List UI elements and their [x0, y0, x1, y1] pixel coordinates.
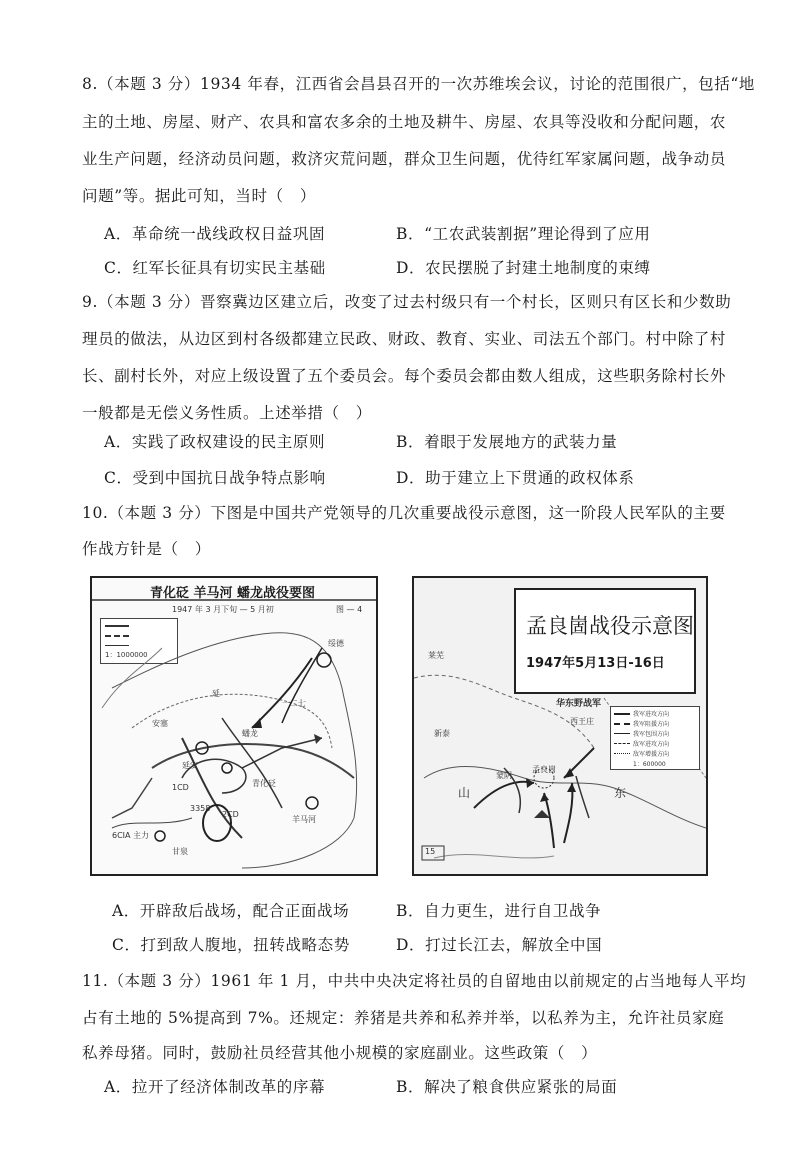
q9-line-1: 9.（本题 3 分）晋察冀边区建立后，改变了过去村级只有一个村长，区则只有区长和少数助 [82, 293, 732, 311]
map2-title: 孟良崮战役示意图 [526, 614, 694, 638]
q8-option-a[interactable]: A．革命统一战线政权日益巩固 [104, 225, 326, 243]
q8-option-d[interactable]: D．农民摆脱了封建土地制度的束缚 [396, 259, 651, 277]
map1-label-yan: 延 [212, 689, 220, 698]
q11-line-1: 11.（本题 3 分）1961 年 1 月，中共中央决定将社员的自留地由以前规定的占当地每人平均 [82, 972, 747, 990]
q11-option-b[interactable]: B．解决了粮食供应紧张的局面 [396, 1078, 618, 1096]
q10-line-2: 作战方针是（ ） [82, 540, 211, 558]
map1-date: 1947 年 3 月下旬 — 5 月初 [172, 605, 274, 614]
q8-option-c[interactable]: C．红军长征具有切实民主基础 [104, 259, 326, 277]
q10-option-d[interactable]: D．打过长江去，解放全中国 [396, 936, 603, 954]
map-qinghuabian-campaign [90, 576, 378, 876]
q9-line-4: 一般都是无偿义务性质。上述举措（ ） [82, 404, 372, 422]
map1-label-qinghuabian: 青化砭 [252, 779, 276, 788]
q8-line-3: 业生产问题，经济动员问题，救济灾荒问题，群众卫生问题，优待红军家属问题，战争动员 [82, 150, 727, 168]
q8-line-4: 问题”等。据此可知，当时（ ） [82, 187, 316, 205]
q9-option-d[interactable]: D．助于建立上下贯通的政权体系 [396, 469, 635, 487]
map1-label-yanan: 延安 [182, 761, 198, 770]
map2-label-dong: 东 [614, 786, 627, 800]
map1-scale: 1：1000000 [105, 651, 148, 659]
map1-label-127: 一二七 [282, 699, 306, 708]
q10-line-1: 10.（本题 3 分）下图是中国共产党领导的几次重要战役示意图，这一阶段人民军队的主要 [82, 504, 726, 522]
map2-label-laiwu: 莱芜 [428, 651, 444, 660]
map2-label-huadong: 华东野战军 [556, 699, 602, 709]
q9-option-b[interactable]: B．着眼于发展地方的武装力量 [396, 433, 618, 451]
q9-option-a[interactable]: A．实践了政权建设的民主原则 [104, 433, 326, 451]
map1-label-panlong: 蟠龙 [242, 729, 258, 738]
q8-option-b[interactable]: B．“工农武装割据”理论得到了应用 [396, 225, 651, 243]
map-menglianggu-campaign [412, 576, 708, 876]
map2-title-box [514, 588, 696, 694]
map2-date: 1947年5月13日-16日 [526, 656, 665, 671]
map2-label-menglianggu: 孟良崮 [532, 765, 556, 774]
q10-option-a[interactable]: A．开辟敌后战场，配合正面战场 [112, 902, 350, 920]
map2-label-shan: 山 [458, 786, 471, 800]
map2-legend-4: 敌军进攻方向 [633, 741, 670, 748]
map1-label-6cia: 6CIA 主力 [112, 831, 150, 840]
q11-option-a[interactable]: A．拉开了经济体制改革的序幕 [104, 1078, 326, 1096]
map1-label-2cd: 2CD [222, 810, 239, 819]
map2-label-xiwangzhuang: 西王庄 [570, 717, 594, 726]
q10-option-c[interactable]: C．打到敌人腹地，扭转战略态势 [112, 936, 350, 954]
map2-legend-2: 我军阻援方向 [633, 721, 670, 728]
map2-label-15: 15 [425, 847, 436, 856]
map2-scale: 1：600000 [633, 761, 666, 768]
map1-label-3358: 3358 [190, 804, 211, 813]
q9-option-c[interactable]: C．受到中国抗日战争特点影响 [104, 469, 326, 487]
map1-figno: 图 — 4 [336, 605, 363, 614]
map2-legend-1: 我军进攻方向 [633, 711, 670, 718]
map1-label-suide: 绥德 [328, 639, 344, 648]
map1-label-1cd: 1CD [172, 783, 189, 792]
map2-label-xintai: 新泰 [434, 729, 450, 738]
q8-line-2: 主的土地、房屋、财产、农具和富农多余的土地及耕牛、房屋、农具等没收和分配问题，农 [82, 113, 727, 131]
q8-line-1: 8.（本题 3 分）1934 年春，江西省会昌县召开的一次苏维埃会议，讨论的范围很广，包括“地 [82, 75, 756, 93]
q10-option-b[interactable]: B．自力更生，进行自卫战争 [396, 902, 602, 920]
q9-line-3: 长、副村长外，对应上级设置了五个委员会。每个委员会都由数人组成，这些职务除村长外 [82, 367, 727, 385]
map2-legend-box [610, 706, 700, 770]
map1-label-ansai: 安塞 [152, 719, 168, 728]
map2-legend-3: 我军包围方向 [633, 731, 670, 738]
map1-title: 青化砭 羊马河 蟠龙战役要图 [150, 586, 316, 601]
map2-legend-5: 敌军增援方向 [633, 751, 670, 758]
q11-line-2: 占有土地的 5%提高到 7%。还规定：养猪是共养和私养并举，以私养为主，允许社员家庭 [82, 1009, 725, 1027]
q9-line-2: 理员的做法，从边区到村各级都建立民政、财政、教育、实业、司法五个部门。村中除了村 [82, 330, 727, 348]
map1-label-yangmahe: 羊马河 [292, 815, 316, 824]
map2-label-mengyin: 蒙阴 [496, 771, 512, 780]
q11-line-3: 私养母猪。同时，鼓励社员经营其他小规模的家庭副业。这些政策（ ） [82, 1044, 598, 1062]
map1-label-ganquan: 甘泉 [172, 847, 188, 856]
